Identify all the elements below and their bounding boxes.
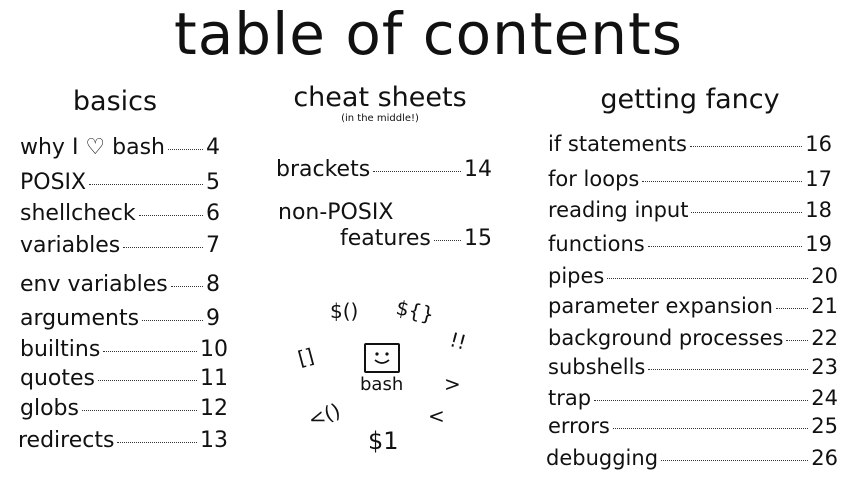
toc-entry-page: 24: [811, 386, 838, 410]
toc-entry-page: 20: [811, 264, 838, 288]
toc-entry-label: if statements: [548, 132, 687, 156]
positional-arg-symbol: $1: [368, 427, 399, 455]
dot-leader: [661, 460, 808, 461]
toc-entry-page: 6: [206, 201, 220, 226]
dot-leader: [648, 369, 808, 370]
toc-entry-functions[interactable]: [548, 232, 832, 256]
toc-entry-label: POSIX: [20, 170, 87, 195]
toc-entry-parameter-expansion[interactable]: [548, 294, 838, 318]
toc-entry-page: 18: [805, 198, 832, 222]
toc-entry-reading-input[interactable]: [548, 198, 832, 222]
toc-entry-label: reading input: [548, 198, 689, 222]
toc-entry-label: functions: [548, 232, 645, 256]
dot-leader: [594, 400, 808, 401]
toc-entry-label: redirects: [18, 428, 115, 453]
toc-entry-page: 22: [811, 326, 838, 350]
basics-heading: basics: [72, 86, 158, 117]
history-bang-symbol: !!: [447, 327, 469, 355]
toc-entry-label: features: [340, 226, 431, 251]
command-substitution-symbol: $(): [330, 299, 359, 323]
toc-entry-label: builtins: [20, 337, 101, 362]
toc-entry-redirects[interactable]: [18, 428, 228, 453]
dot-leader: [171, 286, 203, 287]
toc-entry-page: 25: [811, 414, 838, 438]
toc-entry-background-processes[interactable]: [548, 326, 838, 350]
dot-leader: [434, 240, 461, 241]
dot-leader: [776, 308, 808, 309]
toc-entry-label: parameter expansion: [548, 294, 773, 318]
dot-leader: [89, 184, 203, 185]
cheat-sheets-heading: cheat sheets: [293, 82, 467, 113]
dot-leader: [642, 181, 802, 182]
toc-entry-label: pipes: [548, 264, 605, 288]
toc-entry-globs[interactable]: [20, 396, 228, 421]
toc-entry-label: quotes: [20, 366, 95, 391]
toc-entry-label: for loops: [548, 167, 640, 191]
toc-entry-if-statements[interactable]: [548, 132, 832, 156]
dot-leader: [98, 380, 197, 381]
dot-leader: [373, 171, 461, 172]
smiley-icon: [366, 345, 398, 371]
terminal-face-icon: [364, 343, 400, 373]
toc-entry-page: 15: [464, 226, 492, 251]
toc-entry-non-posix-line1[interactable]: [278, 200, 393, 225]
toc-entry-page: 8: [206, 272, 220, 297]
toc-entry-page: 7: [206, 233, 220, 258]
dot-leader: [690, 146, 802, 147]
toc-entry-page: 14: [464, 157, 492, 182]
toc-entry-debugging[interactable]: [546, 446, 838, 470]
toc-entry-label: env variables: [20, 272, 168, 297]
toc-entry-why-i-love-bash[interactable]: [20, 135, 220, 160]
bash-caption: bash: [360, 374, 404, 395]
dot-leader: [82, 410, 197, 411]
toc-entry-label: subshells: [548, 355, 646, 379]
toc-entry-page: 26: [811, 446, 838, 470]
toc-entry-page: 16: [805, 132, 832, 156]
toc-entry-page: 19: [805, 232, 832, 256]
toc-entry-posix[interactable]: [20, 170, 220, 195]
toc-entry-quotes[interactable]: [20, 366, 228, 391]
toc-entry-pipes[interactable]: [548, 264, 838, 288]
toc-entry-label: why I ♡ bash: [20, 135, 165, 160]
toc-entry-page: 13: [200, 428, 228, 453]
getting-fancy-heading: getting fancy: [600, 84, 780, 115]
toc-entry-trap[interactable]: [548, 386, 838, 410]
toc-entry-for-loops[interactable]: [548, 167, 832, 191]
toc-entry-variables[interactable]: [20, 233, 220, 258]
toc-entry-label: background processes: [548, 326, 784, 350]
toc-entry-page: 21: [811, 294, 838, 318]
dot-leader: [142, 320, 203, 321]
parameter-expansion-symbol: ${}: [393, 295, 437, 327]
toc-entry-label: non-POSIX: [278, 200, 394, 225]
toc-entry-label: arguments: [20, 306, 140, 331]
page-title: table of contents: [174, 0, 683, 68]
toc-entry-subshells[interactable]: [548, 355, 838, 379]
toc-entry-label: errors: [548, 414, 610, 438]
toc-entry-arguments[interactable]: [20, 306, 220, 331]
toc-entry-page: 9: [206, 306, 220, 331]
dot-leader: [168, 149, 203, 150]
toc-entry-label: brackets: [276, 157, 371, 182]
redirect-in-symbol: <: [428, 404, 445, 428]
dot-leader: [607, 278, 808, 279]
toc-entry-shellcheck[interactable]: [20, 201, 220, 226]
toc-entry-page: 17: [805, 167, 832, 191]
toc-entry-label: shellcheck: [20, 201, 136, 226]
toc-entry-label: debugging: [546, 446, 659, 470]
dot-leader: [103, 351, 197, 352]
dot-leader: [648, 246, 803, 247]
toc-entry-page: 11: [200, 366, 228, 391]
toc-entry-page: 4: [206, 135, 220, 160]
dot-leader: [786, 340, 808, 341]
dot-leader: [117, 442, 197, 443]
toc-entry-env-variables[interactable]: [20, 272, 220, 297]
toc-entry-page: 12: [200, 396, 228, 421]
dot-leader: [691, 212, 802, 213]
toc-entry-builtins[interactable]: [20, 337, 228, 362]
test-brackets-symbol: []: [295, 343, 317, 371]
toc-entry-page: 10: [200, 337, 228, 362]
toc-entry-label: trap: [548, 386, 592, 410]
toc-entry-label: globs: [20, 396, 79, 421]
toc-entry-brackets[interactable]: [276, 157, 492, 182]
toc-entry-non-posix-features[interactable]: [340, 226, 492, 251]
redirect-out-symbol: >: [444, 372, 461, 396]
dot-leader: [613, 428, 808, 429]
toc-entry-label: variables: [20, 233, 121, 258]
toc-entry-page: 23: [811, 355, 838, 379]
dot-leader: [139, 215, 203, 216]
toc-entry-errors[interactable]: [548, 414, 838, 438]
process-substitution-symbol: <(): [304, 398, 344, 432]
cheat-sheets-subheading: (in the middle!): [341, 113, 419, 124]
toc-entry-page: 5: [206, 170, 220, 195]
dot-leader: [123, 247, 203, 248]
